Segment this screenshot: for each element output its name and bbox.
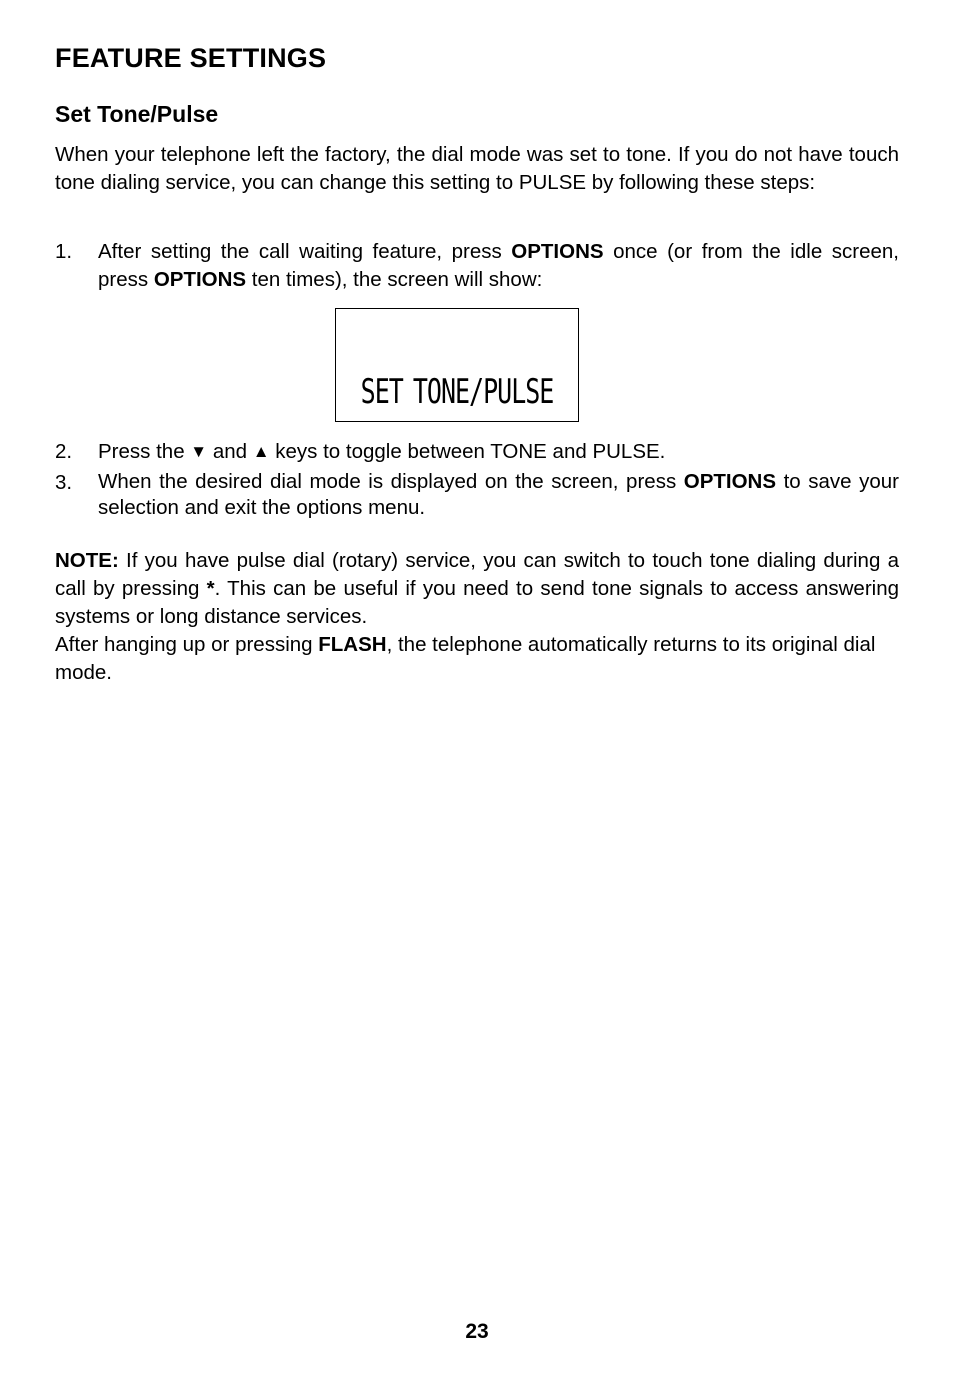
intro-paragraph: When your telephone left the factory, the dial mode was set to tone. If you do not have touch tone dialing service, you can change this setting to PULSE by following these steps: xyxy=(55,143,899,194)
up-arrow-icon: ▲ xyxy=(252,442,270,461)
step-number: 3. xyxy=(55,471,73,494)
subsection-title: Set Tone/Pulse xyxy=(55,101,219,127)
section-title: FEATURE SETTINGS xyxy=(55,43,327,73)
step-3 xyxy=(55,469,899,521)
options-key-label: OPTIONS xyxy=(153,268,247,291)
step-1 xyxy=(55,238,899,294)
step-text xyxy=(98,438,899,467)
step-text-part: Press the xyxy=(98,440,191,463)
lcd-text: SET TONE/PULSE xyxy=(360,371,554,411)
note-paragraph xyxy=(55,547,899,631)
after-note-text-part: After hanging up or pressing xyxy=(55,633,319,656)
down-arrow-icon: ▼ xyxy=(190,442,208,461)
step-2 xyxy=(55,438,899,467)
note-label: NOTE: xyxy=(55,549,119,572)
page-number: 23 xyxy=(465,1320,489,1343)
step-number: 1. xyxy=(55,240,73,263)
step-number: 2. xyxy=(55,440,73,463)
document-page xyxy=(55,40,899,687)
step-text-part: When the desired dial mode is displayed on the screen, press xyxy=(98,470,684,493)
steps-list xyxy=(55,238,899,294)
note-text-part: . This can be useful if you need to send tone signals to access answering systems or long distance services. xyxy=(55,577,900,628)
star-key-label: * xyxy=(206,577,215,600)
step-text-part: keys to toggle between TONE and PULSE. xyxy=(269,440,666,463)
options-key-label: OPTIONS xyxy=(511,240,604,263)
step-text-part: After setting the call waiting feature, press xyxy=(98,240,512,263)
step-text xyxy=(98,469,899,521)
after-note-text-part: , the telephone automatically returns to its original dial mode. xyxy=(55,633,876,684)
options-key-label: OPTIONS xyxy=(683,470,777,493)
after-note-paragraph xyxy=(55,631,899,687)
step-text-part: ten times), the screen will show: xyxy=(246,268,543,291)
step-text xyxy=(98,238,899,294)
step-text-part: to save your selection and exit the options menu. xyxy=(98,470,900,519)
lcd-screen-illustration xyxy=(335,308,579,422)
step-text-part: and xyxy=(207,440,253,463)
flash-key-label: FLASH xyxy=(318,633,387,656)
step-text-part: once (or from the idle screen, press xyxy=(98,240,899,291)
note-text-part: If you have pulse dial (rotary) service, you can switch to touch tone dialing during a call by pressing xyxy=(55,549,899,600)
steps-list-continued xyxy=(55,438,899,521)
